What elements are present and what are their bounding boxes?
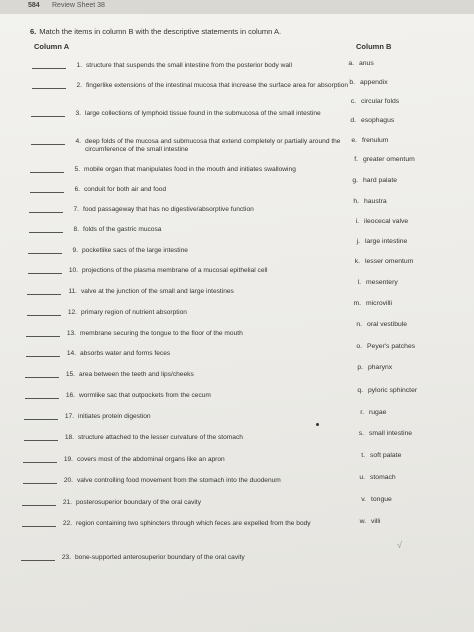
page-number: 584 [28,2,40,9]
column-b-item [350,409,386,416]
item-letter: a. [348,60,354,67]
item-term: rugae [369,409,387,416]
item-term: pharynx [368,364,393,371]
item-term: pyloric sphincter [368,387,418,394]
item-number: 12. [67,309,77,316]
item-number: 23. [61,554,71,561]
answer-blank[interactable] [32,88,66,89]
item-description: membrane securing the tongue to the floor of the mouth [80,330,243,337]
item-number: 16. [65,392,75,399]
item-number: 5. [74,166,80,173]
answer-blank[interactable] [23,483,57,484]
item-letter: v. [361,496,366,503]
answer-blank[interactable] [31,116,65,117]
item-term: villi [371,518,381,525]
item-description: initiates protein digestion [78,413,151,420]
item-number: 20. [63,477,73,484]
item-term: mesentery [366,279,398,286]
item-description: bone-supported anterosuperior boundary of the oral cavity [75,554,245,561]
item-description: large collections of lymphoid tissue found in the submucosa of the small intestine [85,110,321,117]
item-number: 7. [73,206,79,213]
item-description: conduit for both air and food [84,186,167,193]
item-letter: o. [356,343,362,350]
item-number: 4. [75,138,81,145]
answer-blank[interactable] [31,144,65,145]
column-b-item [344,177,397,184]
item-description: valve controlling food movement from the stomach into the duodenum [77,477,281,484]
item-description: area between the teeth and lips/cheeks [79,371,194,378]
answer-blank[interactable] [29,232,63,233]
answer-blank[interactable] [30,192,64,193]
item-letter: q. [357,387,363,394]
item-term: greater omentum [363,156,415,163]
column-b-item [347,300,392,307]
item-letter: m. [353,300,361,307]
item-letter: j. [356,238,360,245]
pen-mark [316,423,319,426]
item-term: hard palate [363,177,398,184]
item-number: 14. [66,350,76,357]
item-description: deep folds of the mucosa and submucosa that extend completely or partially around the circumference of the small intestine [85,138,341,153]
item-letter: b. [349,79,355,86]
item-letter: n. [356,321,362,328]
answer-blank[interactable] [25,377,59,378]
column-b-item [341,79,388,86]
item-term: appendix [360,79,388,86]
column-b-item [346,238,407,245]
answer-blank[interactable] [27,315,61,316]
item-term: small intestine [369,430,413,437]
item-letter: h. [353,198,359,205]
column-b-item [352,496,392,503]
item-description: folds of the gastric mucosa [83,226,162,233]
item-term: circular folds [361,98,400,105]
column-b-item [348,321,407,328]
answer-blank[interactable] [27,294,61,295]
item-term: haustra [364,198,387,205]
column-b-item [344,156,415,163]
item-description: absorbs water and forms feces [80,350,171,357]
answer-blank[interactable] [30,172,64,173]
column-b-item [351,452,401,459]
answer-blank[interactable] [23,462,57,463]
item-letter: l. [357,279,361,286]
item-number: 18. [64,434,74,441]
item-description: food passageway that has no digestive/absorptive function [83,206,254,213]
item-description: structure that suspends the small intestine from the posterior body wall [86,62,292,69]
question-heading [30,27,281,36]
item-term: soft palate [370,452,402,459]
column-b-item [350,430,412,437]
question-number: 6. [30,27,37,36]
item-letter: e. [351,137,357,144]
item-letter: k. [354,258,360,265]
item-number: 17. [64,413,74,420]
item-description: posterosuperior boundary of the oral cavity [76,499,201,506]
column-b-item [342,98,399,105]
item-letter: t. [361,452,365,459]
item-number: 6. [74,186,80,193]
column-b-item [349,364,392,371]
item-number: 10. [68,267,78,274]
item-letter: f. [354,156,358,163]
answer-blank[interactable] [25,398,59,399]
item-term: large intestine [365,238,408,245]
item-number: 9. [72,247,78,254]
column-b-item [352,518,380,525]
column-b-item [340,60,374,67]
column-a-title: Column A [34,42,70,51]
answer-blank[interactable] [24,440,58,441]
item-description: structure attached to the lesser curvature of the stomach [78,434,243,441]
item-term: oral vestibule [367,321,408,328]
item-letter: r. [360,409,364,416]
answer-blank[interactable] [26,336,60,337]
column-b-item [351,474,396,481]
item-number: 2. [76,82,82,89]
item-description: projections of the plasma membrane of a mucosal epithelial cell [82,267,268,274]
item-number: 11. [68,288,77,295]
column-b-title: Column B [356,42,392,51]
answer-blank[interactable] [32,68,66,69]
item-letter: s. [358,430,364,437]
item-number: 3. [75,110,81,117]
item-term: frenulum [362,137,389,144]
item-number: 8. [73,226,79,233]
column-b-item [345,218,408,225]
item-term: esophagus [361,117,395,124]
item-term: stomach [370,474,396,481]
item-term: microvilli [366,300,393,307]
item-letter: i. [355,218,359,225]
item-description: mobile organ that manipulates food in the mouth and initiates swallowing [84,166,296,173]
column-b-item [342,117,394,124]
item-description: pocketlike sacs of the large intestine [82,247,188,254]
item-number: 13. [66,330,76,337]
item-term: ileocecal valve [364,218,409,225]
item-letter: w. [359,518,366,525]
answer-blank[interactable] [26,356,60,357]
item-term: anus [359,60,374,67]
item-description: fingerlike extensions of the intestinal mucosa that increase the surface area for absorption [86,82,349,89]
item-description: wormlike sac that outpockets from the cecum [79,392,211,399]
column-b-item [348,343,415,350]
question-text: Match the items in column B with the descriptive statements in column A. [39,27,282,36]
column-b-item [343,137,388,144]
item-number: 19. [63,456,73,463]
pencil-tick-mark: √ [397,540,402,550]
item-letter: d. [350,117,356,124]
item-number: 22. [62,520,72,527]
item-letter: u. [359,474,365,481]
answer-blank[interactable] [22,526,56,527]
sheet-title: Review Sheet 38 [52,2,105,9]
column-b-item [349,387,417,394]
item-term: lesser omentum [365,258,414,265]
item-letter: c. [350,98,356,105]
item-description: region containing two sphincters through which feces are expelled from the body [76,520,311,527]
column-b-item [345,198,387,205]
item-number: 1. [76,62,82,69]
item-letter: p. [357,364,363,371]
column-b-item [347,279,398,286]
column-b-item [346,258,413,265]
answer-blank[interactable] [28,273,62,274]
answer-blank[interactable] [22,505,56,506]
item-number: 15. [65,371,75,378]
item-letter: g. [352,177,358,184]
item-number: 21. [62,499,72,506]
answer-blank[interactable] [24,419,58,420]
item-term: Peyer's patches [367,343,416,350]
answer-blank[interactable] [21,560,55,561]
item-term: tongue [371,496,392,503]
item-description: valve at the junction of the small and large intestines [81,288,234,295]
answer-blank[interactable] [28,253,62,254]
answer-blank[interactable] [29,212,63,213]
item-description: primary region of nutrient absorption [81,309,187,316]
item-description: covers most of the abdominal organs like an apron [77,456,225,463]
